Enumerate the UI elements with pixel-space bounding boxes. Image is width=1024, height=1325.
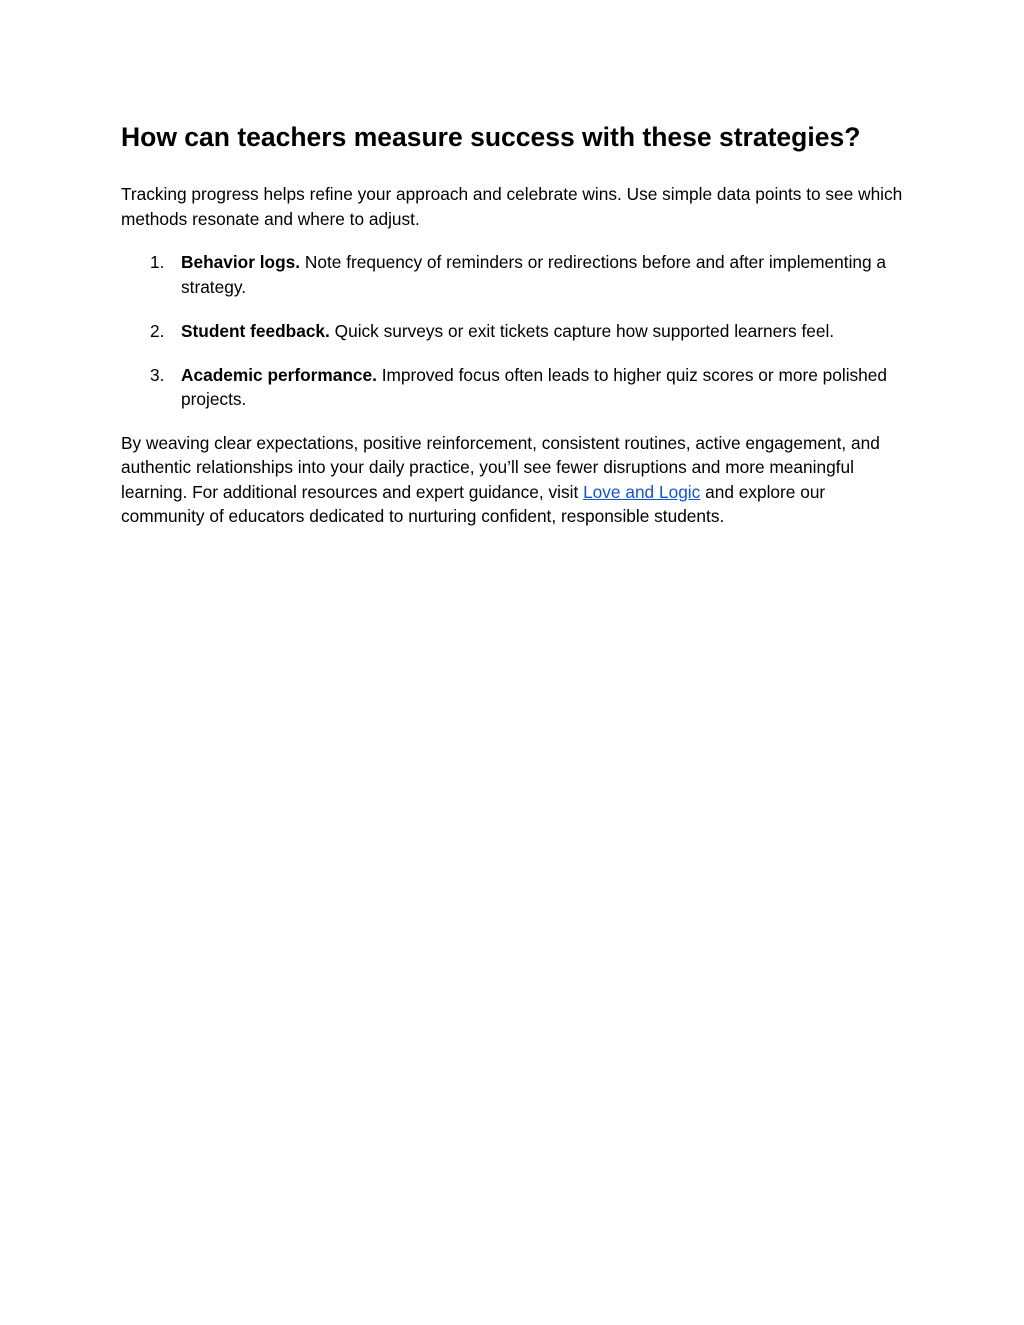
list-number: 3. <box>150 364 165 385</box>
closing-paragraph <box>121 431 911 529</box>
intro-paragraph: Tracking progress helps refine your approach and celebrate wins. Use simple data points to see which methods resonate and where to adjust. <box>121 184 903 229</box>
list-number: 1. <box>150 252 165 272</box>
love-and-logic-link[interactable]: Love and Logic <box>583 481 701 502</box>
measurement-list <box>121 250 911 412</box>
list-text: Note frequency of reminders or redirections before and after implementing a strategy. <box>181 252 887 297</box>
list-number: 2. <box>150 320 165 341</box>
document-body <box>121 118 911 529</box>
section-heading: How can teachers measure success with these strategies? <box>121 122 861 152</box>
list-item <box>121 363 911 412</box>
list-term: Behavior logs. <box>181 252 301 272</box>
list-term: Academic performance. <box>181 364 377 385</box>
list-item <box>121 250 911 299</box>
list-text: Improved focus often leads to higher quiz scores or more polished projects. <box>181 364 888 409</box>
list-term: Student feedback. <box>181 320 330 341</box>
closing-text-before-link: By weaving clear expectations, positive reinforcement, consistent routines, active engagement, and authentic relationships into your daily practice, you’ll see fewer disruptions and more meaningful learning. For additional resources and expert guidance, visit <box>121 432 880 502</box>
closing-text-after-link: and explore our community of educators dedicated to nurturing confident, responsible students. <box>121 481 826 526</box>
list-text: Quick surveys or exit tickets capture how supported learners feel. <box>329 320 835 341</box>
list-item <box>121 319 911 344</box>
